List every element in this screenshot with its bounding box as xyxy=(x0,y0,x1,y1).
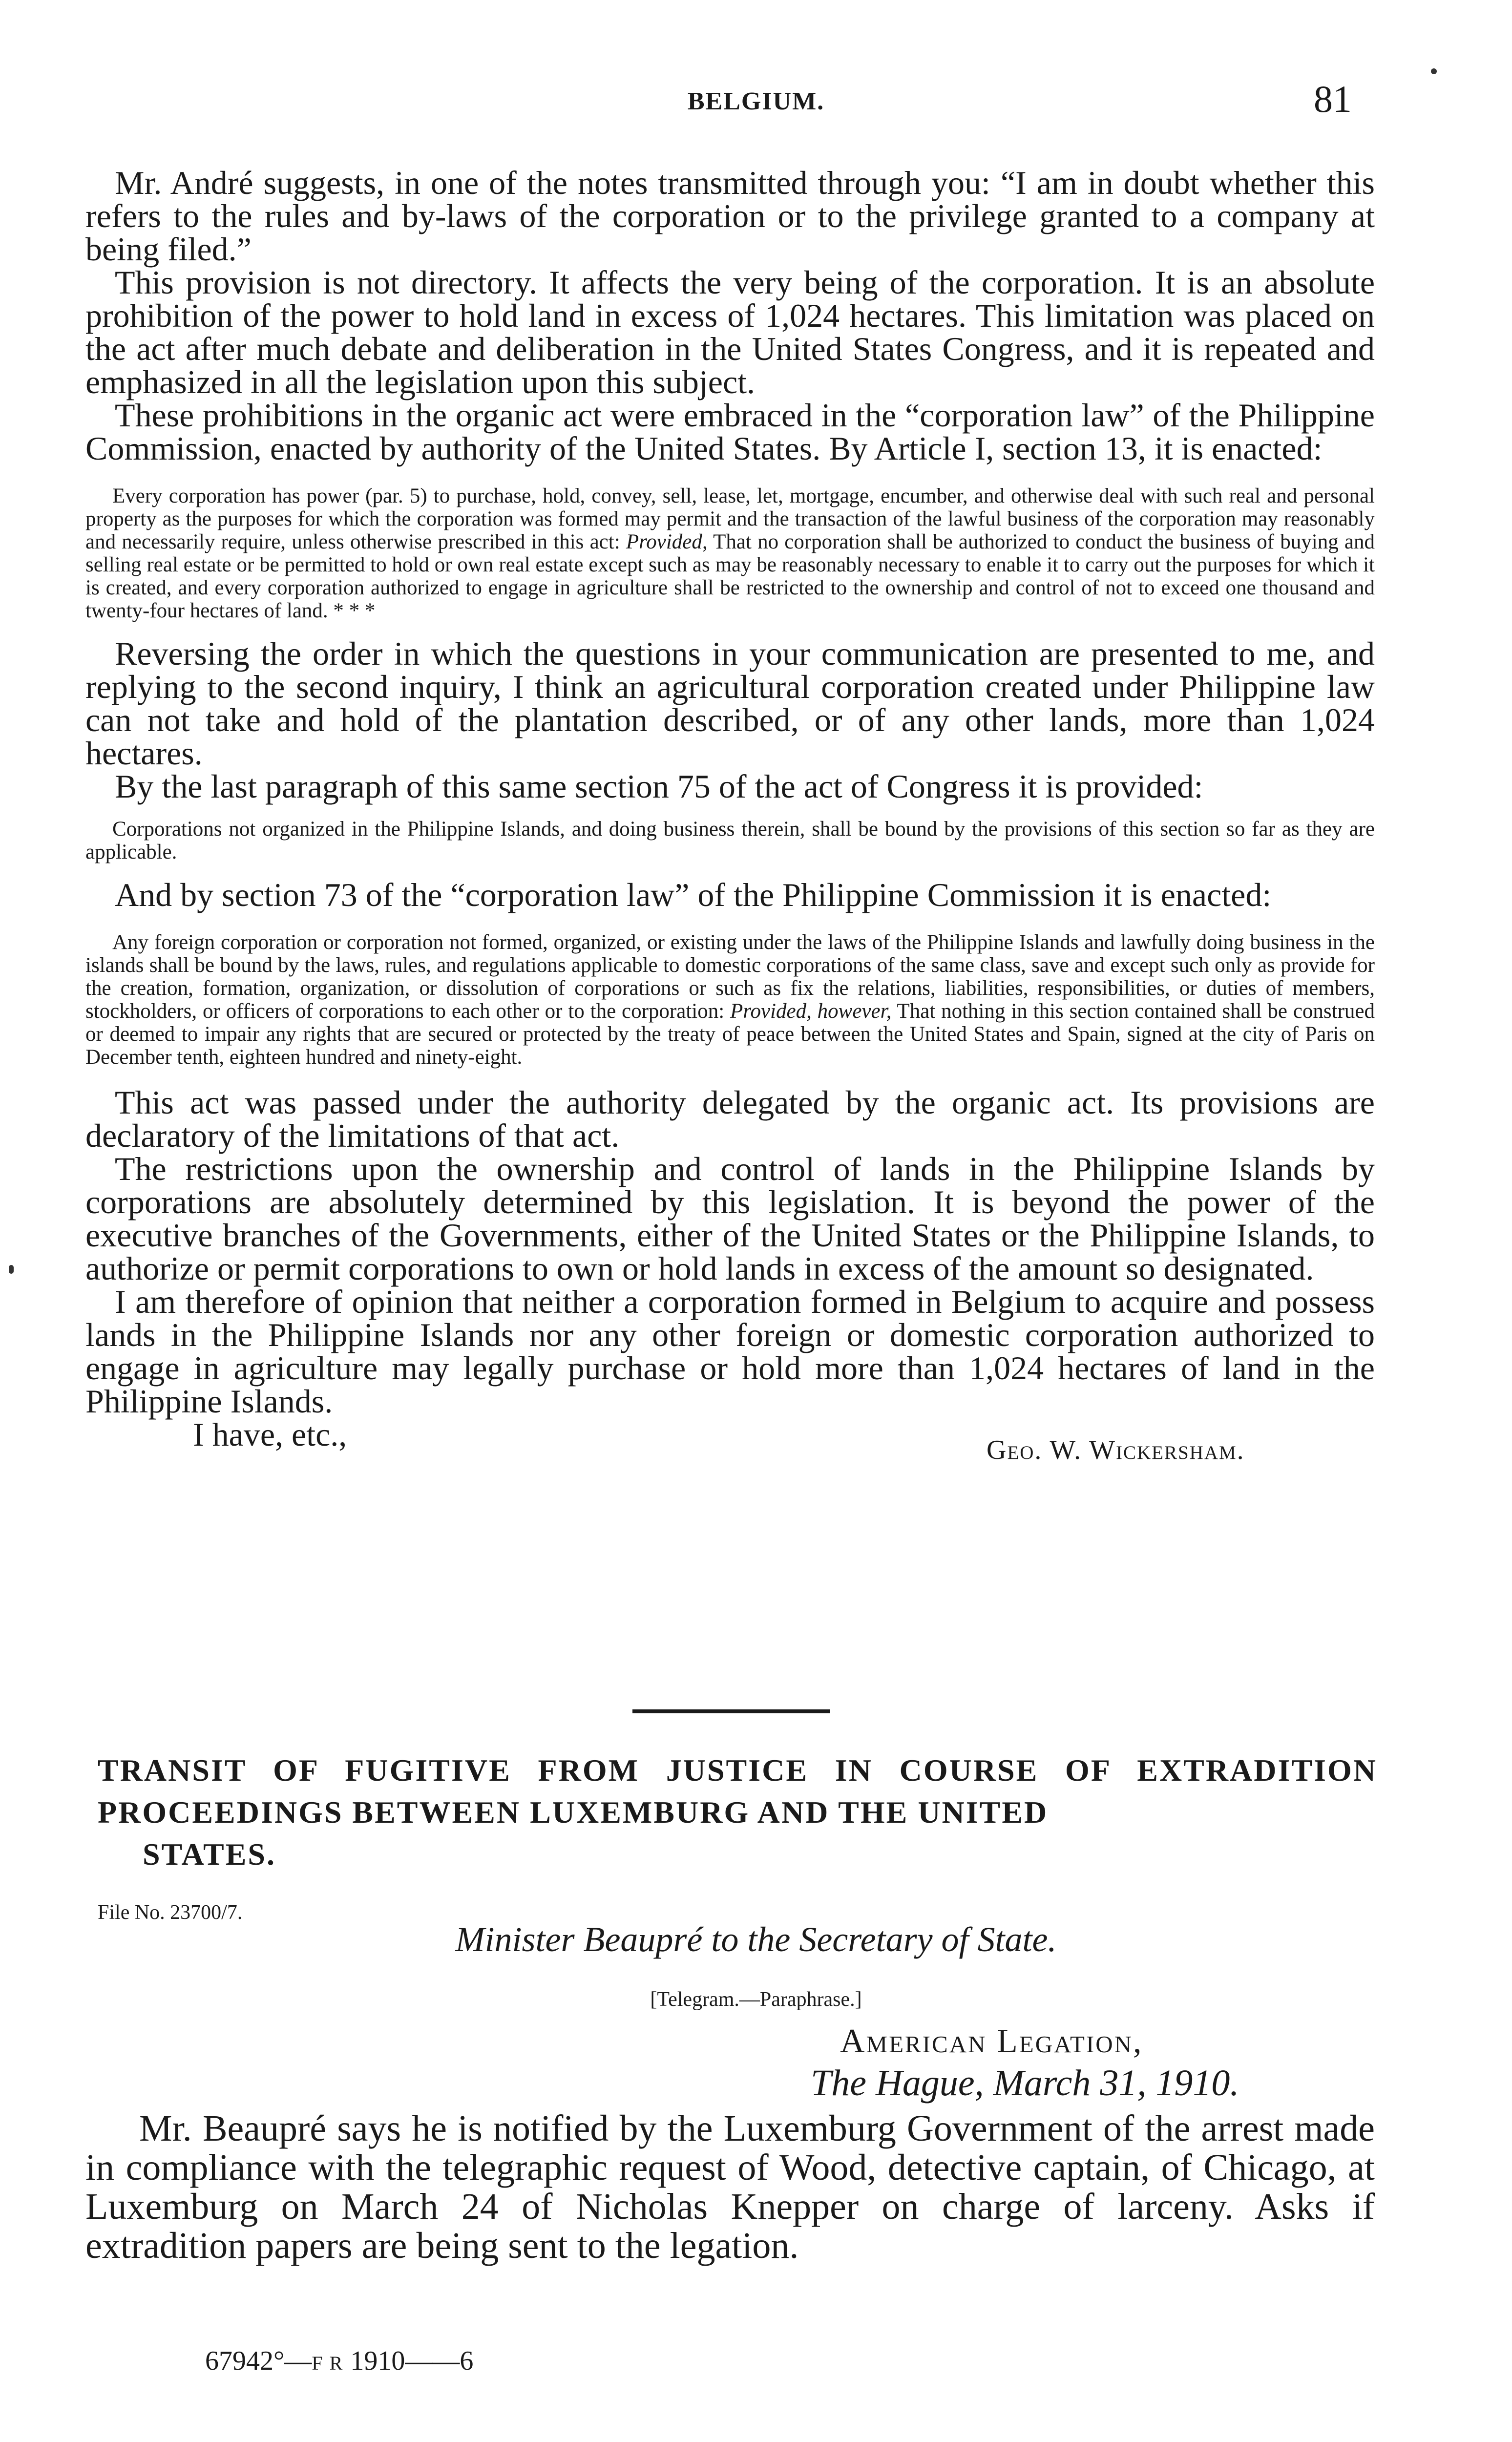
section-title xyxy=(98,1749,1377,1875)
paragraph-7: This act was passed under the authority delegated by the organic act. Its provisions are declaratory of the limitations of that act. xyxy=(85,1084,1375,1154)
section-title-line-1: TRANSIT OF FUGITIVE FROM JUSTICE IN COURSE OF EXTRADITION PROCEEDINGS BETWEEN LUXEMBURG AND THE UNITED xyxy=(98,1753,1377,1830)
section-title-line-2: STATES. xyxy=(143,1837,276,1872)
document-title: Minister Beaupré to the Secretary of State. xyxy=(455,1920,1057,1959)
salutation: I have, etc., xyxy=(193,1416,347,1453)
file-number: File No. 23700/7. xyxy=(98,1901,243,1924)
printer-signature xyxy=(205,2345,473,2377)
quote-3-provided-however: Provided, however, xyxy=(730,1000,892,1023)
footer-year: 1910——6 xyxy=(343,2346,474,2376)
running-header-title: BELGIUM. xyxy=(687,87,825,115)
quote-3-text-b: That nothing in this section contained shall be construed or deemed to impair any rights that are secured or protected by the treaty of peace between the United States and Spain, signed at the city of Paris on December tenth, eighteen hundred and ninety-eight. xyxy=(85,1000,1375,1069)
section-divider xyxy=(632,1709,830,1713)
letter-body xyxy=(85,164,1375,1465)
paragraph-2: This provision is not directory. It affects the very being of the corporation. It is an absolute prohibition of the power to hold land in excess of 1,024 hectares. This limitation was placed on the act after much debate and deliberation in the United States Congress, and it is repeated and emphasized in all the legislation upon this subject. xyxy=(85,264,1375,400)
place-date: The Hague, March 31, 1910. xyxy=(811,2063,1239,2104)
telegram-note: [Telegram.—Paraphrase.] xyxy=(650,1988,862,2011)
paragraph-5: By the last paragraph of this same section 75 of the act of Congress it is provided: xyxy=(115,768,1203,805)
quote-section-75: Corporations not organized in the Philippine Islands, and doing business therein, shall be bound by the provisions of this section so far as they are applicable. xyxy=(85,818,1375,863)
paragraph-4: Reversing the order in which the questions in your communication are presented to me, and replying to the second inquiry, I think an agricultural corporation created under Philippine law can not take and hold of the plantation described, or of any other lands, more than 1,024 hectares. xyxy=(85,635,1375,772)
footer-code: 67942°— xyxy=(205,2346,312,2376)
quote-1-provided: Provided, xyxy=(626,530,708,553)
quote-3-text-a: Any foreign corporation or corporation not formed, organized, or existing under the laws of the Philippine Islands and lawfully doing business in the islands shall be bound by the laws, rules, and regulations applicable to domestic corporations of the same class, save and except such only as provide for the creation, formation, organization, or dissolution of corporations or such as fix the relations, liabilities, responsibilities, or duties of members, stockholders, or officers of corporations to each other or to the corporation: xyxy=(85,931,1375,1023)
scan-speck xyxy=(9,1265,14,1274)
paragraph-1: Mr. André suggests, in one of the notes transmitted through you: “I am in doubt whether this refers to the rules and by-laws of the corporation or to the privilege granted to a company at being filed.” xyxy=(85,164,1375,268)
paragraph-9: I am therefore of opinion that neither a corporation formed in Belgium to acquire and possess lands in the Philippine Islands nor any other foreign or domestic corporation authorized to engage in agriculture may legally purchase or hold more than 1,024 hectares of land in the Philippine Islands. xyxy=(85,1283,1375,1420)
footer-fr: F R xyxy=(312,2352,344,2374)
paragraph-8: The restrictions upon the ownership and control of lands in the Philippine Islands by corporations are absolutely determined by this legislation. It is beyond the power of the executive branches of the Governments, either of the United States or the Philippine Islands, to authorize or permit corporations to own or hold lands in excess of the amount so designated. xyxy=(85,1150,1375,1287)
telegram-body: Mr. Beaupré says he is notified by the Luxemburg Government of the arrest made in compliance with the telegraphic request of Wood, detective captain, of Chicago, at Luxemburg on March 24 of Nicholas Knepper on charge of larceny. Asks if extradition papers are being sent to the legation. xyxy=(85,2108,1375,2266)
signature: Geo. W. Wickersham. xyxy=(987,1435,1245,1465)
quote-article-1-section-13 xyxy=(85,484,1375,622)
quote-1-text-a: Every corporation has power (par. 5) to purchase, hold, convey, sell, lease, let, mortgage, encumber, and otherwise deal with such real and personal property as the purposes for which the corporation was formed may permit and the transaction of the lawful business of the corporation may reasonably and necessarily require, unless otherwise prescribed in this act: xyxy=(85,484,1375,553)
letter-closing xyxy=(85,1416,1375,1465)
paragraph-6: And by section 73 of the “corporation law” of the Philippine Commission it is enacted: xyxy=(115,876,1272,913)
paragraph-3: These prohibitions in the organic act were embraced in the “corporation law” of the Philippine Commission, enacted by authority of the United States. By Article I, section 13, it is enacted: xyxy=(85,397,1375,467)
quote-section-73 xyxy=(85,931,1375,1069)
quote-1-text-b: That no corporation shall be authorized to conduct the business of buying and selling real estate or be permitted to hold or own real estate except such as may be reasonably necessary to enable it to carry out the purposes for which it is created, and every corporation authorized to engage in agriculture shall be restricted to the ownership and control of not to exceed one thousand and twenty-four hectares of land. * * * xyxy=(85,530,1375,622)
scan-speck xyxy=(1431,68,1437,74)
page-number: 81 xyxy=(1314,78,1352,120)
legation-heading: American Legation, xyxy=(840,2022,1143,2060)
